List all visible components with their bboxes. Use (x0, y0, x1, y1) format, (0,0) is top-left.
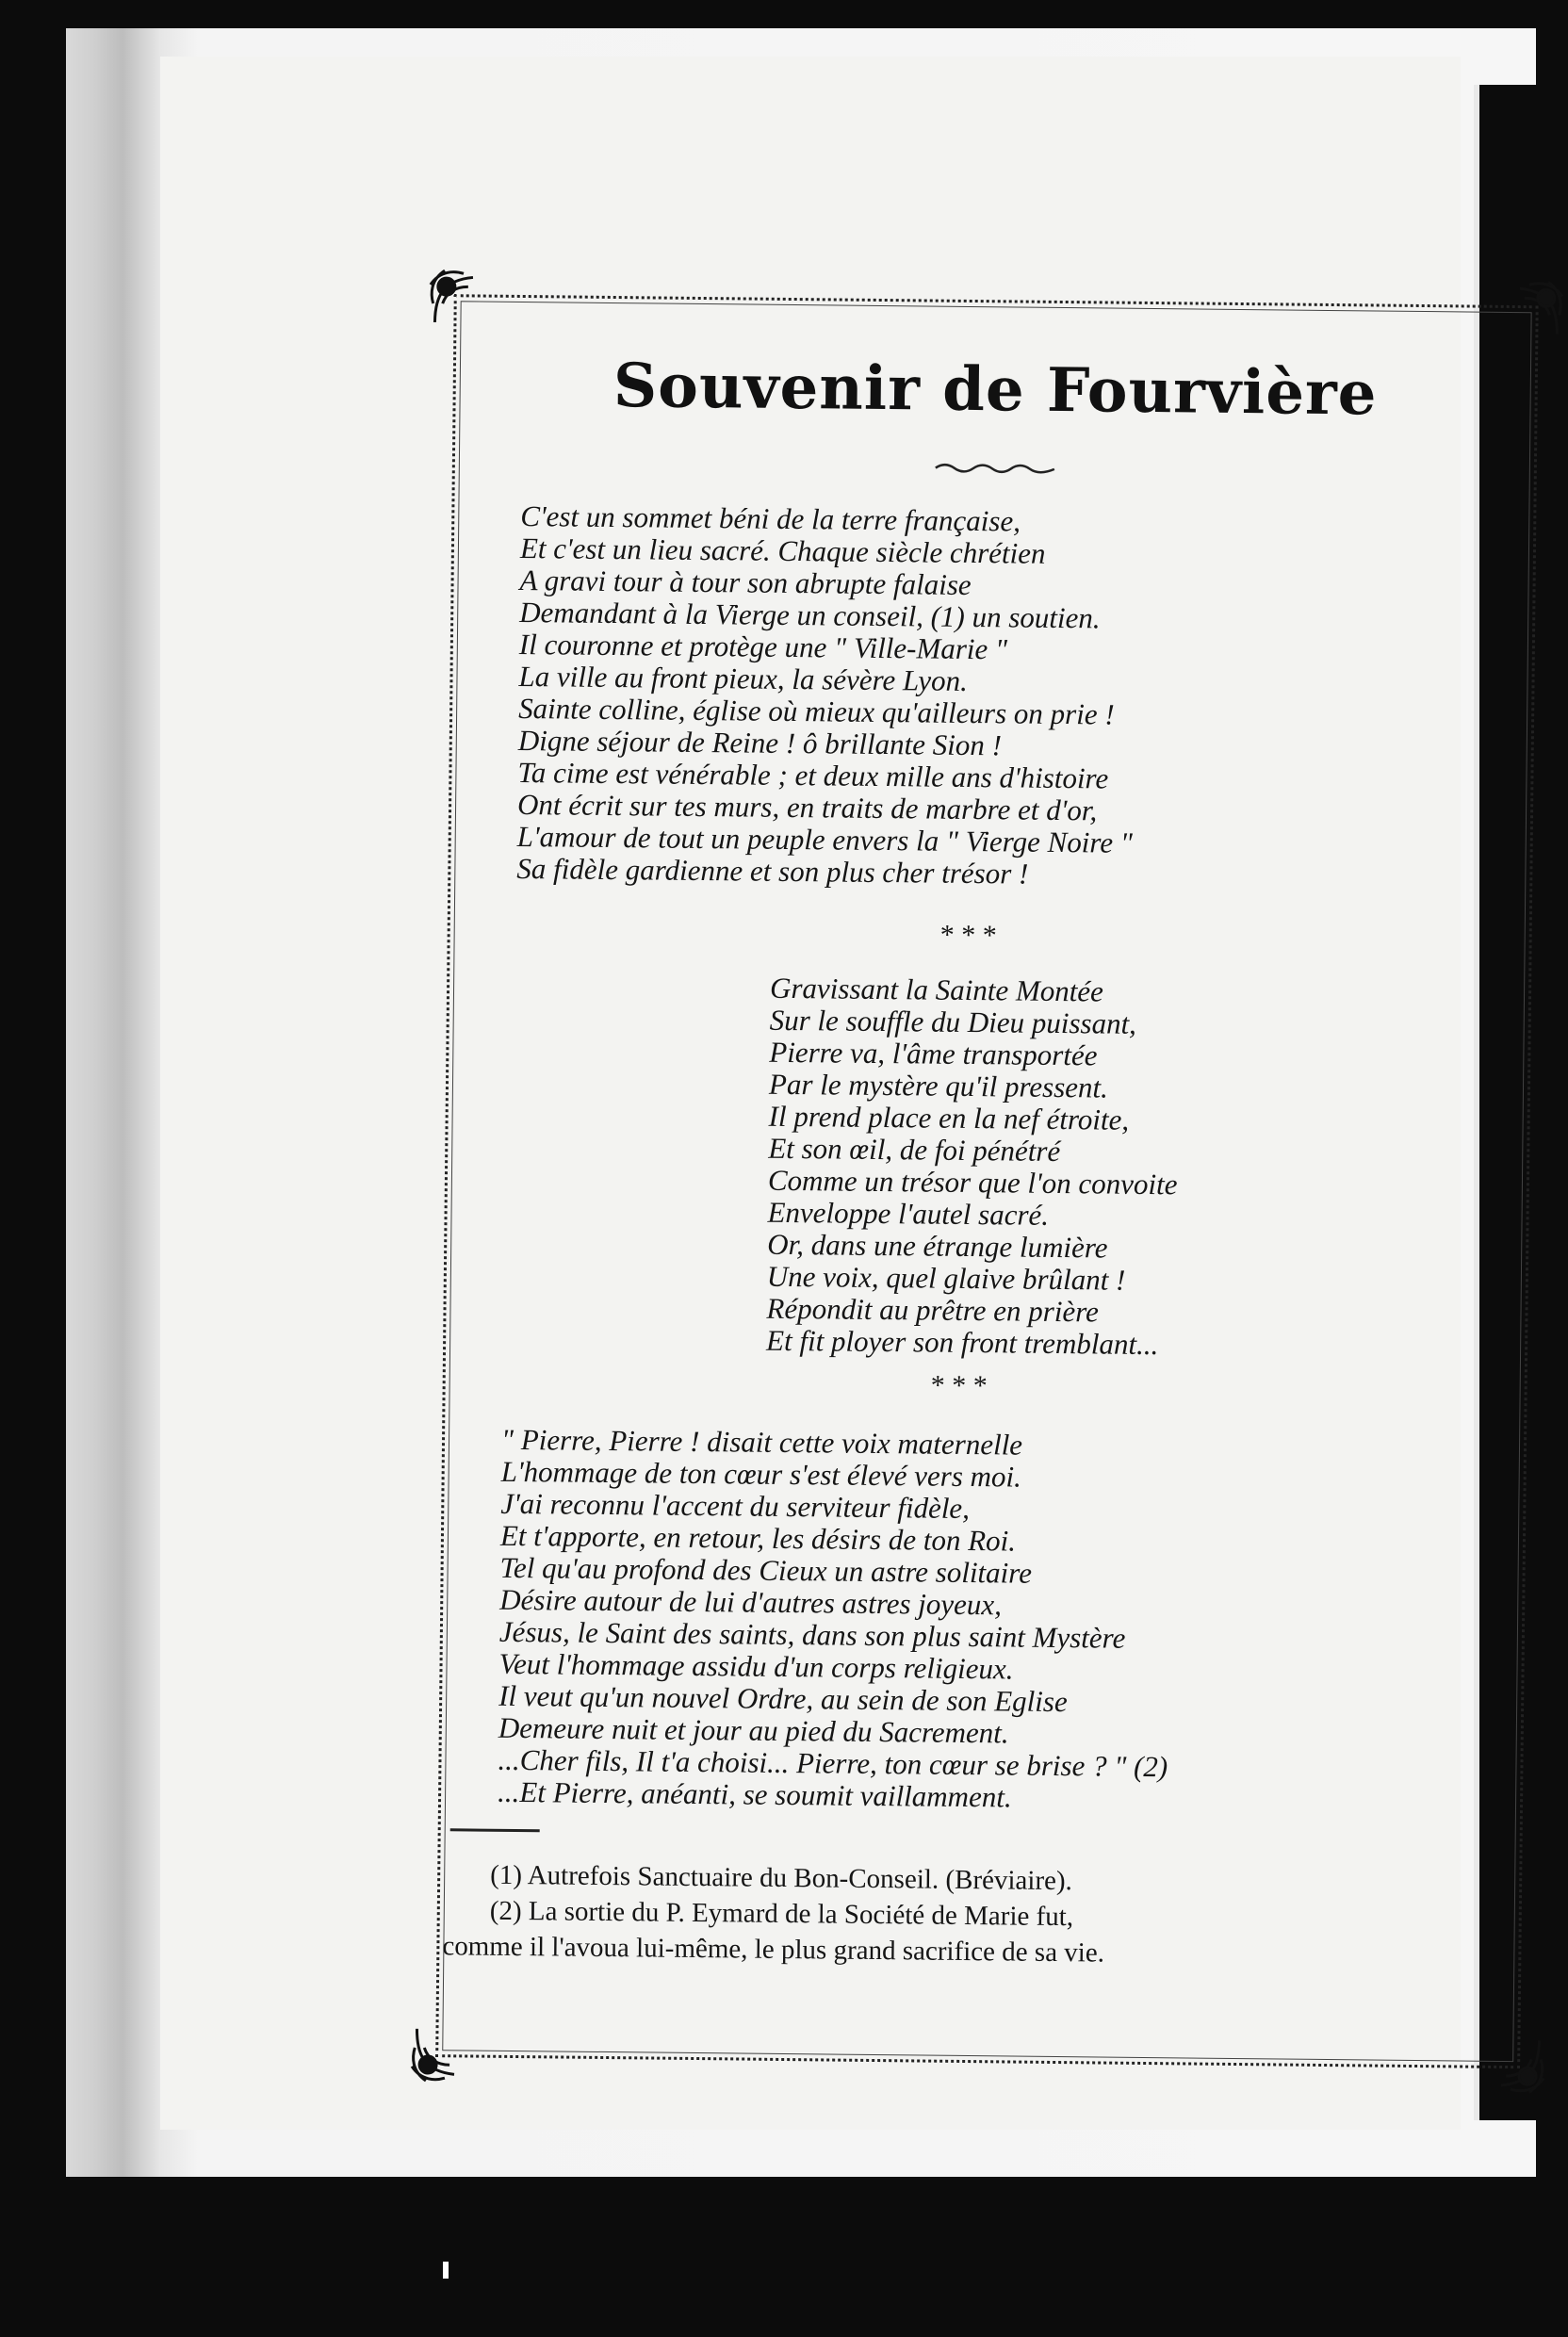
stanza-1 (516, 500, 1135, 891)
verse-line: La ville au front pieux, la sévère Lyon. (518, 659, 969, 697)
verse-line: A gravi tour à tour son abrupte falaise (519, 563, 972, 601)
verse-line: Il veut qu'un nouvel Ordre, au sein de son Eglise (498, 1678, 1068, 1719)
verse-line: Demeure nuit et jour au pied du Sacrement. (498, 1710, 1009, 1750)
verse-line: Et c'est un lieu sacré. Chaque siècle chrétien (519, 531, 1046, 570)
verse-line: ...Cher fils, Il t'a choisi... Pierre, ton cœur se brise ? " (2) (498, 1742, 1168, 1784)
verse-line: C'est un sommet béni de la terre française, (520, 498, 1021, 538)
verse-line: Sa fidèle gardienne et son plus cher trésor ! (516, 851, 1029, 891)
verse-line: Comme un trésor que l'on convoite (767, 1163, 1178, 1201)
footnote-2-continued: comme il l'avoua lui-même, le plus grand sacrifice de sa vie. (442, 1931, 1105, 1969)
verse-line: Digne séjour de Reine ! ô brillante Sion ! (517, 723, 1003, 762)
verse-line: Et fit ployer son front tremblant... (765, 1323, 1159, 1362)
footnotes (442, 1856, 1508, 1975)
flourish-rule-icon (933, 460, 1055, 478)
verse-line: Une voix, quel glaive brûlant ! (766, 1259, 1126, 1297)
verse-line: Pierre va, l'âme transportée (769, 1035, 1098, 1072)
stanza-separator (930, 1369, 988, 1402)
stanza-2 (766, 972, 1180, 1362)
scan-mark (443, 2262, 449, 2279)
book-page (160, 57, 1461, 2130)
verse-line: Par le mystère qu'il pressent. (768, 1067, 1109, 1104)
verse-line: Jésus, le Saint des saints, dans son plus saint Mystère (498, 1614, 1126, 1655)
verse-line: Sainte colline, église où mieux qu'ailleurs on prie ! (517, 691, 1115, 731)
ornament-corner-icon (407, 2019, 474, 2086)
verse-line: L'amour de tout un peuple envers la " Vierge Noire " (516, 819, 1134, 859)
verse-line: ...Et Pierre, anéanti, se soumit vaillamment. (497, 1774, 1012, 1814)
verse-line: Gravissant la Sainte Montée (769, 971, 1104, 1008)
page-title: Souvenir de Fourvière (612, 351, 1378, 430)
verse-line: Ont écrit sur tes murs, en traits de marbre et d'or, (516, 787, 1098, 827)
verse-line: Demandant à la Vierge un conseil, (1) un soutien. (519, 595, 1101, 635)
separator-text: * * * (939, 919, 997, 952)
ornament-corner-icon (1482, 2031, 1549, 2098)
verse-line: Désire autour de lui d'autres astres joyeux, (499, 1582, 1003, 1622)
verse-line: Sur le souffle du Dieu puissant, (769, 1003, 1137, 1040)
verse-line: Ta cime est vénérable ; et deux mille ans d'histoire (517, 755, 1109, 795)
verse-line: Il prend place en la nef étroite, (768, 1099, 1130, 1136)
verse-line: L'hommage de ton cœur s'est élevé vers moi. (500, 1454, 1022, 1494)
verse-line: Or, dans une étrange lumière (767, 1227, 1108, 1265)
stanza-3 (498, 1424, 1171, 1815)
footnote-1: (1) Autrefois Sanctuaire du Bon-Conseil. (Bréviaire). (490, 1859, 1073, 1897)
verse-line: Et son œil, de foi pénétré (768, 1131, 1061, 1168)
verse-line: Il couronne et protège une " Ville-Marie " (518, 627, 1008, 666)
verse-line: Répondit au prêtre en prière (766, 1291, 1100, 1329)
verse-line: Enveloppe l'autel sacré. (767, 1195, 1050, 1232)
separator-text: * * * (930, 1369, 988, 1402)
ornament-corner-icon (1500, 277, 1567, 344)
verse-line: Tel qu'au profond des Cieux un astre solitaire (499, 1550, 1033, 1590)
verse-line: Et t'apporte, en retour, les désirs de ton Roi. (499, 1518, 1017, 1558)
ornamental-frame (415, 273, 1560, 2089)
ornament-corner-icon (425, 266, 492, 333)
verse-line: J'ai reconnu l'accent du serviteur fidèle, (500, 1486, 971, 1526)
footnote-2: (2) La sortie du P. Eymard de la Société de Marie fut, (489, 1895, 1074, 1933)
stanza-separator (939, 919, 997, 952)
verse-line: Veut l'hommage assidu d'un corps religieux. (498, 1646, 1014, 1686)
verse-line: " Pierre, Pierre ! disait cette voix maternelle (500, 1422, 1023, 1462)
